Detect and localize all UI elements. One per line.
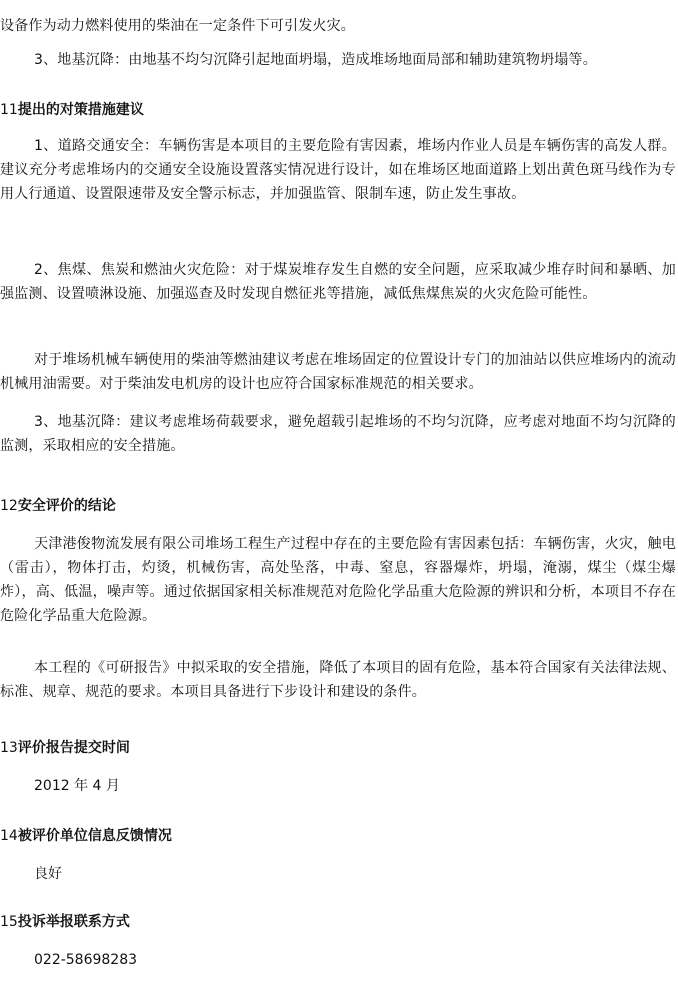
section-14-value: 良好 — [34, 866, 62, 882]
section-11-paragraph-settlement: 3、地基沉降：建议考虑堆场荷载要求，避免超载引起堆场的不均匀沉降，应考虑对地面不均匀沉降的监测，采取相应的安全措施。 — [0, 414, 676, 454]
section-12-number: 12 — [0, 498, 18, 514]
section-11-number: 11 — [0, 102, 18, 118]
section-12-paragraph-conclusion: 本工程的《可研报告》中拟采取的安全措施，降低了本项目的固有危险，基本符合国家有关法律法规、标准、规章、规范的要求。本项目具备进行下步设计和建设的条件。 — [0, 660, 676, 700]
section-14-number: 14 — [0, 828, 18, 844]
section-15-heading — [0, 910, 676, 934]
section-13-title: 评价报告提交时间 — [17, 740, 130, 756]
intro-paragraph-fire: 设备作为动力燃料使用的柴油在一定条件下可引发火灾。 — [0, 18, 355, 34]
section-11-paragraph-fuel: 对于堆场机械车辆使用的柴油等燃油建议考虑在堆场固定的位置设计专门的加油站以供应堆场内的流动机械用油需要。对于柴油发电机房的设计也应符合国家标准规范的相关要求。 — [0, 352, 676, 392]
section-15-phone: 022-58698283 — [34, 952, 138, 968]
section-11-heading — [0, 98, 676, 122]
section-12-paragraph-hazards: 天津港俊物流发展有限公司堆场工程生产过程中存在的主要危险有害因素包括：车辆伤害，火灾，触电（雷击），物体打击，灼烫，机械伤害，高处坠落，中毒、窒息，容器爆炸，坍塌，淹溺，煤尘（煤尘爆炸），高、低温，噪声等。通过依据国家相关标准规范对危险化学品重大危险源的辨识和分析，本项目不存在危险化学品重大危险源。 — [0, 536, 676, 624]
section-15-number: 15 — [0, 914, 18, 930]
section-11-paragraph-fire: 2、焦煤、焦炭和燃油火灾危险：对于煤炭堆存发生自燃的安全问题，应采取减少堆存时间和暴晒、加强监测、设置喷淋设施、加强巡查及时发现自燃征兆等措施，减低焦煤焦炭的火灾危险可能性。 — [0, 262, 676, 302]
section-11-paragraph-traffic: 1、道路交通安全：车辆伤害是本项目的主要危险有害因素，堆场内作业人员是车辆伤害的高发人群。建议充分考虑堆场内的交通安全设施设置落实情况进行设计，如在堆场区地面道路上划出黄色斑马线作为专用人行通道、设置限速带及安全警示标志，并加强监管、限制车速，防止发生事故。 — [0, 138, 676, 202]
section-12-title: 安全评价的结论 — [17, 498, 116, 514]
section-13-value: 2012 年 4 月 — [34, 778, 120, 794]
section-11-title: 提出的对策措施建议 — [17, 102, 144, 118]
section-14-title: 被评价单位信息反馈情况 — [17, 828, 172, 844]
section-13-number: 13 — [0, 740, 18, 756]
section-13-heading — [0, 736, 676, 760]
intro-paragraph-settlement: 3、地基沉降：由地基不均匀沉降引起地面坍塌，造成堆场地面局部和辅助建筑物坍塌等。 — [34, 52, 597, 68]
section-12-heading — [0, 494, 676, 518]
section-15-title: 投诉举报联系方式 — [17, 914, 130, 930]
section-14-heading — [0, 824, 676, 848]
